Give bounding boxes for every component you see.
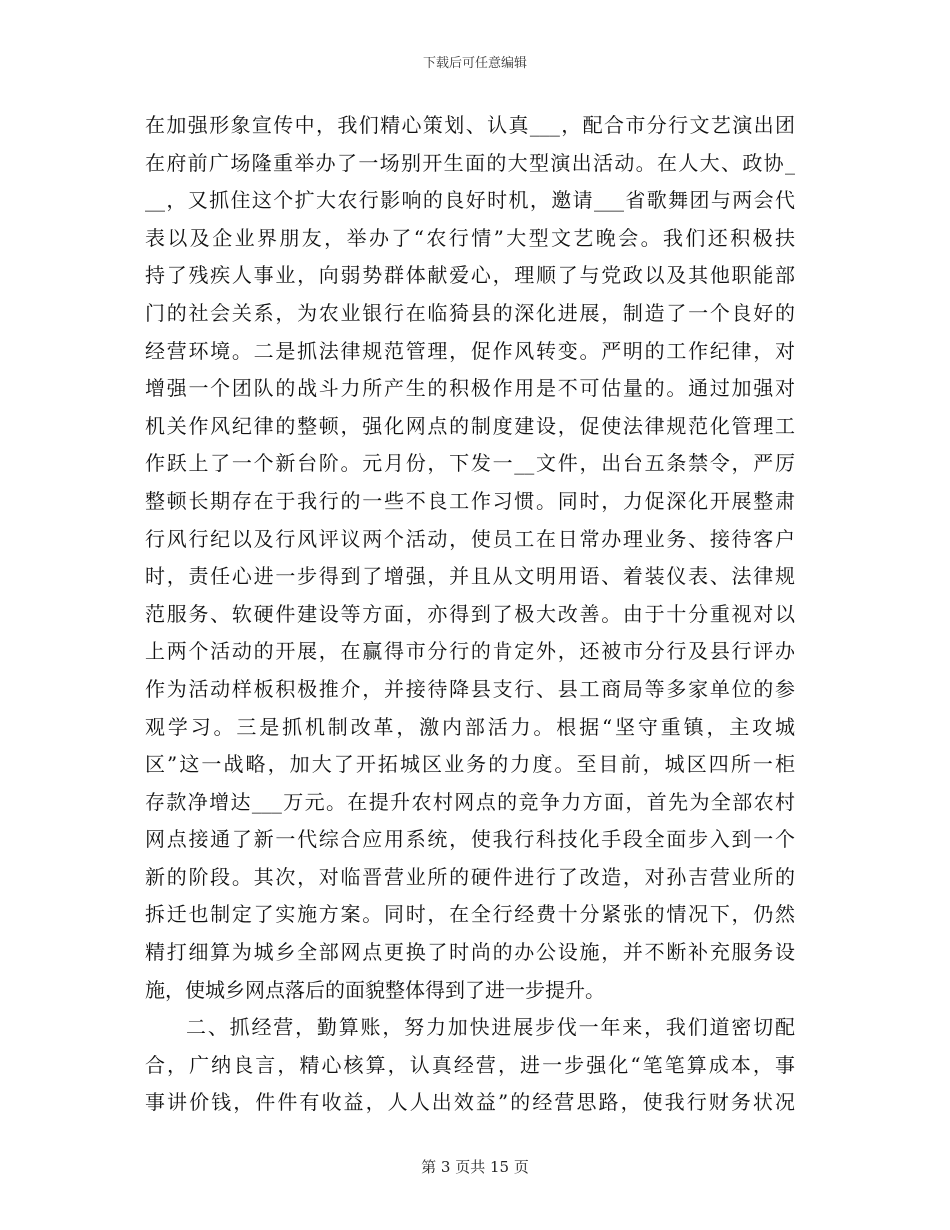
text-line: 施，使城乡网点落后的面貌整体得到了进一步提升。 <box>145 977 605 1002</box>
document-body <box>145 107 795 1122</box>
text-line: 上两个活动的开展，在赢得市分行的肯定外，还被市分行及县行评办 <box>145 639 795 664</box>
text-line: 整顿长期存在于我行的一些不良工作习惯。同时，力促深化开展整肃 <box>145 488 795 513</box>
text-line: 作跃上了一个新台阶。元月份，下发一__文件，出台五条禁令，严厉 <box>145 451 795 476</box>
text-line: 新的阶段。其次，对临晋营业所的硬件进行了改造，对孙吉营业所的 <box>145 864 795 889</box>
text-line: 时，责任心进一步得到了增强，并且从文明用语、着装仪表、法律规 <box>145 564 795 589</box>
text-line: __，又抓住这个扩大农行影响的良好时机，邀请___省歌舞团与两会代 <box>145 188 795 213</box>
text-line: 机关作风纪律的整顿，强化网点的制度建设，促使法律规范化管理工 <box>145 413 795 438</box>
text-line: 门的社会关系，为农业银行在临猗县的深化进展，制造了一个良好的 <box>145 300 795 325</box>
text-line: 作为活动样板积极推介，并接待降县支行、县工商局等多家单位的参 <box>145 676 795 701</box>
text-line: 区”这一战略，加大了开拓城区业务的力度。至目前，城区四所一柜 <box>145 752 795 777</box>
text-line: 合，广纳良言，精心核算，认真经营，进一步强化“笔笔算成本，事 <box>145 1052 795 1077</box>
text-line: 拆迁也制定了实施方案。同时，在全行经费十分紧张的情况下，仍然 <box>145 902 795 927</box>
text-line: 观学习。三是抓机制改革，激内部活力。根据“坚守重镇，主攻城 <box>145 714 795 739</box>
page-number: 第 3 页共 15 页 <box>421 1158 529 1176</box>
text-line: 事讲价钱，件件有收益，人人出效益”的经营思路，使我行财务状况 <box>145 1090 795 1115</box>
text-line: 范服务、软硬件建设等方面，亦得到了极大改善。由于十分重视对以 <box>145 601 795 626</box>
text-line: 精打细算为城乡全部网点更换了时尚的办公设施，并不断补充服务设 <box>145 940 795 965</box>
text-line: 在府前广场隆重举办了一场别开生面的大型演出活动。在人大、政协_ <box>145 150 795 175</box>
text-line: 在加强形象宣传中，我们精心策划、认真___，配合市分行文艺演出团 <box>145 113 795 137</box>
text-line: 行风行纪以及行风评议两个活动，使员工在日常办理业务、接待客户 <box>145 526 795 551</box>
text-line: 持了残疾人事业，向弱势群体献爱心，理顺了与党政以及其他职能部 <box>145 263 795 288</box>
section-heading-line: 二、抓经营，勤算账，努力加快进展步伐一年来，我们道密切配 <box>186 1015 795 1040</box>
text-line: 增强一个团队的战斗力所产生的积极作用是不可估量的。通过加强对 <box>145 376 795 401</box>
text-line: 网点接通了新一代综合应用系统，使我行科技化手段全面步入到一个 <box>145 827 795 852</box>
text-line: 经营环境。二是抓法律规范管理，促作风转变。严明的工作纪律，对 <box>145 338 795 363</box>
text-line: 存款净增达___万元。在提升农村网点的竞争力方面，首先为全部农村 <box>145 789 795 814</box>
text-line: 表以及企业界朋友，举办了“农行情”大型文艺晚会。我们还积极扶 <box>145 225 795 250</box>
page-header: 下载后可任意编辑 <box>422 56 527 71</box>
